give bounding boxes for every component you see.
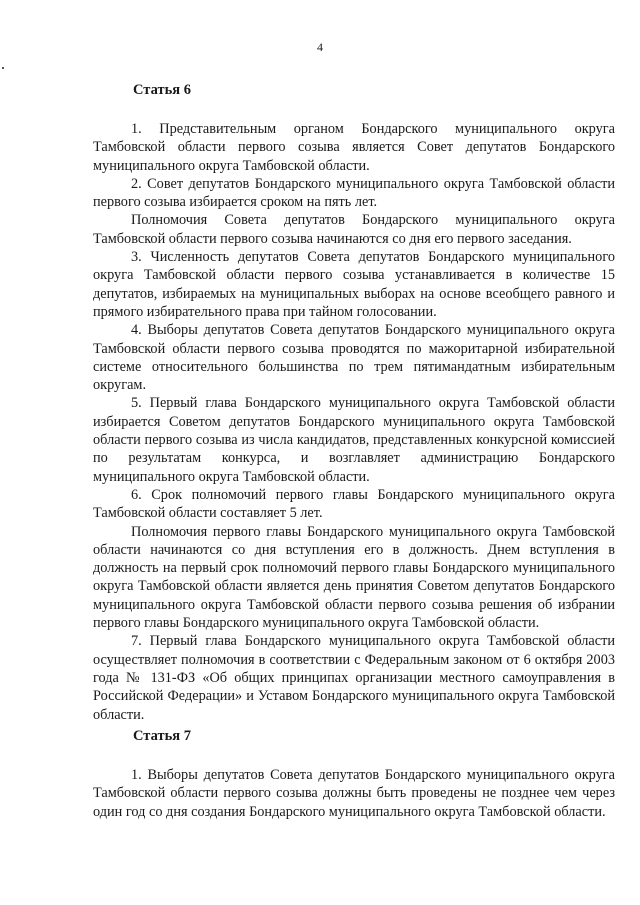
article-6-paragraph-7: 6. Срок полномочий первого главы Бондарского муниципального округа Тамбовской области составляет 5 лет. — [93, 486, 615, 522]
article-7-body — [93, 766, 615, 821]
article-6-paragraph-6: 5. Первый глава Бондарского муниципального округа Тамбовской области избирается Советом депутатов Бондарского муниципального округа Тамбовской области первого созыва из числа кандидатов, представленных конкурсной комиссией по результатам конкурса, и возглавляет администрацию Бондарского муниципального округа Тамбовской области. — [93, 395, 615, 485]
article-7-title: Статья 7 — [133, 728, 191, 744]
scan-margin-mark — [2, 67, 4, 69]
article-6-paragraph-8: Полномочия первого главы Бондарского муниципального округа Тамбовской области начинаются со дня вступления его в должность. Днем вступления в должность на первый срок полномочий первого главы Бондарского муниципального округа Тамбовской области является день принятия Советом депутатов Бондарского муниципального округа Тамбовской области первого созыва решения об избрании первого главы Бондарского муниципального округа Тамбовской области. — [93, 523, 615, 632]
page-number: 4 — [317, 40, 323, 54]
article-6-paragraph-2: 2. Совет депутатов Бондарского муниципального округа Тамбовской области первого созыва избирается сроком на пять лет. — [93, 175, 615, 211]
article-6-paragraph-4: 3. Численность депутатов Совета депутатов Бондарского муниципального округа Тамбовской области первого созыва устанавливается в количестве 15 депутатов, избираемых на муниципальных выборах на основе всеобщего равного и прямого избирательного права при тайном голосовании. — [93, 249, 615, 320]
article-6-body — [93, 120, 615, 724]
article-6-paragraph-3: Полномочия Совета депутатов Бондарского муниципального округа Тамбовской области первого созыва начинаются со дня его первого заседания. — [93, 212, 615, 247]
article-6-paragraph-9: 7. Первый глава Бондарского муниципального округа Тамбовской области осуществляет полномочия в соответствии с Федеральным законом от 6 октября 2003 года № 131-ФЗ «Об общих принципах организации местного самоуправления в Российской Федерации» и Уставом Бондарского муниципального округа Тамбовской области. — [93, 633, 615, 723]
article-7-paragraph-1: 1. Выборы депутатов Совета депутатов Бондарского муниципального округа Тамбовской области первого созыва должны быть проведены не позднее чем через один год со дня создания Бондарского муниципального округа Тамбовской области. — [93, 767, 615, 820]
article-6-paragraph-5: 4. Выборы депутатов Совета депутатов Бондарского муниципального округа Тамбовской области первого созыва проводятся по мажоритарной избирательной системе относительного большинства по трем пятимандатным избирательным округам. — [93, 322, 615, 394]
article-6-title: Статья 6 — [133, 82, 191, 98]
article-6-paragraph-1: 1. Представительным органом Бондарского муниципального округа Тамбовской области первого созыва является Совет депутатов Бондарского муниципального округа Тамбовской области. — [93, 121, 615, 174]
